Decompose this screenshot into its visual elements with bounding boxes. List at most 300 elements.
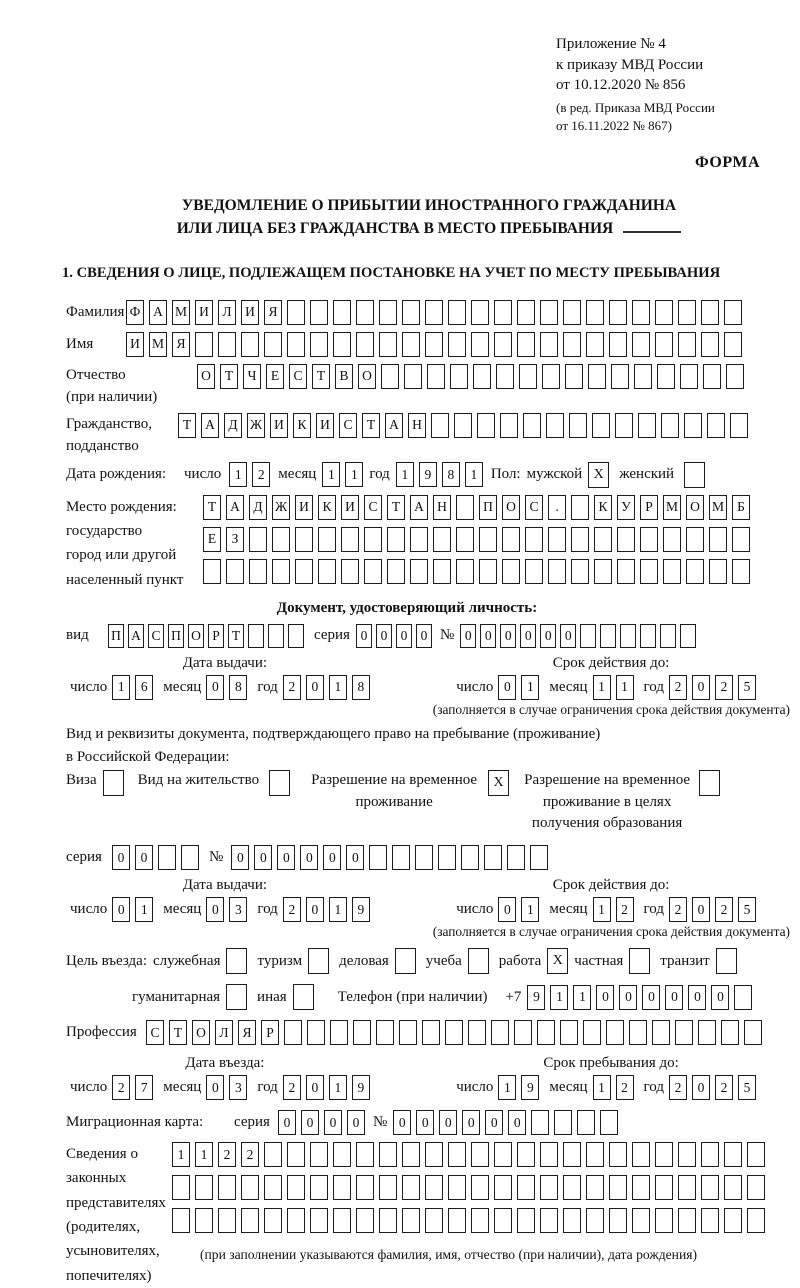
- form-cell[interactable]: О: [502, 495, 520, 520]
- form-cell[interactable]: [548, 527, 566, 552]
- form-cell[interactable]: [663, 527, 681, 552]
- form-cell[interactable]: Д: [224, 413, 242, 438]
- form-cell[interactable]: 0: [206, 1075, 224, 1100]
- form-cell[interactable]: [310, 300, 328, 325]
- form-cell[interactable]: 0: [135, 845, 153, 870]
- form-cell[interactable]: 1: [521, 897, 539, 922]
- form-cell[interactable]: [546, 413, 564, 438]
- form-cell[interactable]: О: [686, 495, 704, 520]
- form-cell[interactable]: Н: [408, 413, 426, 438]
- form-cell[interactable]: [655, 1142, 673, 1167]
- form-cell[interactable]: [195, 1208, 213, 1233]
- form-cell[interactable]: Т: [312, 364, 330, 389]
- form-cell[interactable]: А: [410, 495, 428, 520]
- form-cell[interactable]: [431, 413, 449, 438]
- form-cell[interactable]: [678, 1175, 696, 1200]
- form-cell[interactable]: [701, 300, 719, 325]
- form-cell[interactable]: 9: [352, 897, 370, 922]
- form-cell[interactable]: 0: [642, 985, 660, 1010]
- form-cell[interactable]: 1: [329, 675, 347, 700]
- form-cell[interactable]: [726, 364, 744, 389]
- form-cell[interactable]: Л: [215, 1020, 233, 1045]
- form-cell[interactable]: 1: [329, 897, 347, 922]
- form-cell[interactable]: У: [617, 495, 635, 520]
- form-cell[interactable]: [307, 1020, 325, 1045]
- form-cell[interactable]: [525, 527, 543, 552]
- form-cell[interactable]: [494, 1142, 512, 1167]
- form-cell[interactable]: 0: [231, 845, 249, 870]
- form-cell[interactable]: [678, 300, 696, 325]
- form-cell[interactable]: З: [226, 527, 244, 552]
- form-cell[interactable]: 5: [738, 675, 756, 700]
- sex-male-checkbox[interactable]: X: [588, 462, 609, 488]
- form-cell[interactable]: [594, 527, 612, 552]
- form-cell[interactable]: 0: [301, 1110, 319, 1135]
- form-cell[interactable]: [379, 300, 397, 325]
- form-cell[interactable]: Я: [172, 332, 190, 357]
- form-cell[interactable]: [594, 559, 612, 584]
- form-cell[interactable]: И: [295, 495, 313, 520]
- form-cell[interactable]: [333, 332, 351, 357]
- form-cell[interactable]: [565, 364, 583, 389]
- form-cell[interactable]: [632, 1142, 650, 1167]
- purpose-transit-checkbox[interactable]: [716, 948, 737, 974]
- form-cell[interactable]: [241, 332, 259, 357]
- form-cell[interactable]: [468, 1020, 486, 1045]
- form-cell[interactable]: [686, 527, 704, 552]
- form-cell[interactable]: [387, 559, 405, 584]
- form-cell[interactable]: 0: [692, 1075, 710, 1100]
- form-cell[interactable]: [701, 332, 719, 357]
- form-cell[interactable]: [663, 559, 681, 584]
- form-cell[interactable]: 0: [306, 1075, 324, 1100]
- form-cell[interactable]: [617, 527, 635, 552]
- form-cell[interactable]: 2: [715, 675, 733, 700]
- form-cell[interactable]: [724, 1208, 742, 1233]
- form-cell[interactable]: [310, 1175, 328, 1200]
- form-cell[interactable]: Т: [228, 624, 244, 648]
- form-cell[interactable]: [632, 1208, 650, 1233]
- purpose-work-checkbox[interactable]: X: [547, 948, 568, 974]
- form-cell[interactable]: 2: [218, 1142, 236, 1167]
- form-cell[interactable]: 2: [252, 462, 270, 487]
- form-cell[interactable]: [295, 559, 313, 584]
- form-cell[interactable]: [586, 1208, 604, 1233]
- form-cell[interactable]: [675, 1020, 693, 1045]
- form-cell[interactable]: А: [149, 300, 167, 325]
- form-cell[interactable]: [563, 300, 581, 325]
- form-cell[interactable]: 0: [300, 845, 318, 870]
- form-cell[interactable]: 0: [692, 675, 710, 700]
- form-cell[interactable]: [341, 527, 359, 552]
- purpose-private-checkbox[interactable]: [629, 948, 650, 974]
- form-cell[interactable]: [606, 1020, 624, 1045]
- form-cell[interactable]: [638, 413, 656, 438]
- form-cell[interactable]: 9: [352, 1075, 370, 1100]
- form-cell[interactable]: П: [168, 624, 184, 648]
- form-cell[interactable]: [433, 527, 451, 552]
- form-cell[interactable]: [686, 559, 704, 584]
- form-cell[interactable]: 0: [278, 1110, 296, 1135]
- form-cell[interactable]: [456, 527, 474, 552]
- form-cell[interactable]: [517, 1175, 535, 1200]
- form-cell[interactable]: [203, 559, 221, 584]
- form-cell[interactable]: 2: [283, 675, 301, 700]
- form-cell[interactable]: 0: [596, 985, 614, 1010]
- form-cell[interactable]: [724, 1175, 742, 1200]
- form-cell[interactable]: [517, 1142, 535, 1167]
- form-cell[interactable]: 1: [195, 1142, 213, 1167]
- form-cell[interactable]: 2: [669, 897, 687, 922]
- form-cell[interactable]: [709, 527, 727, 552]
- temp-residence-checkbox[interactable]: X: [488, 770, 509, 796]
- form-cell[interactable]: [456, 559, 474, 584]
- form-cell[interactable]: Б: [732, 495, 750, 520]
- form-cell[interactable]: С: [364, 495, 382, 520]
- form-cell[interactable]: 0: [396, 624, 412, 648]
- form-cell[interactable]: [364, 559, 382, 584]
- form-cell[interactable]: [241, 1208, 259, 1233]
- form-cell[interactable]: [592, 413, 610, 438]
- form-cell[interactable]: М: [149, 332, 167, 357]
- form-cell[interactable]: Ф: [126, 300, 144, 325]
- form-cell[interactable]: [617, 559, 635, 584]
- form-cell[interactable]: [747, 1208, 765, 1233]
- form-cell[interactable]: [353, 1020, 371, 1045]
- form-cell[interactable]: [732, 559, 750, 584]
- purpose-humanitarian-checkbox[interactable]: [226, 984, 247, 1010]
- form-cell[interactable]: [284, 1020, 302, 1045]
- form-cell[interactable]: [425, 1175, 443, 1200]
- form-cell[interactable]: [484, 845, 502, 870]
- form-cell[interactable]: [609, 1208, 627, 1233]
- form-cell[interactable]: [554, 1110, 572, 1135]
- form-cell[interactable]: [287, 1208, 305, 1233]
- form-cell[interactable]: [461, 845, 479, 870]
- form-cell[interactable]: О: [358, 364, 376, 389]
- form-cell[interactable]: [379, 1208, 397, 1233]
- form-cell[interactable]: 8: [442, 462, 460, 487]
- form-cell[interactable]: [540, 1175, 558, 1200]
- form-cell[interactable]: С: [525, 495, 543, 520]
- form-cell[interactable]: [471, 300, 489, 325]
- form-cell[interactable]: 0: [306, 897, 324, 922]
- form-cell[interactable]: 3: [229, 1075, 247, 1100]
- form-cell[interactable]: [500, 413, 518, 438]
- form-cell[interactable]: [402, 1208, 420, 1233]
- form-cell[interactable]: [471, 1175, 489, 1200]
- form-cell[interactable]: 0: [560, 624, 576, 648]
- form-cell[interactable]: [563, 1208, 581, 1233]
- form-cell[interactable]: И: [341, 495, 359, 520]
- form-cell[interactable]: [333, 1208, 351, 1233]
- form-cell[interactable]: [588, 364, 606, 389]
- form-cell[interactable]: [392, 845, 410, 870]
- form-cell[interactable]: [519, 364, 537, 389]
- form-cell[interactable]: [477, 413, 495, 438]
- form-cell[interactable]: [288, 624, 304, 648]
- form-cell[interactable]: [563, 1175, 581, 1200]
- form-cell[interactable]: О: [197, 364, 215, 389]
- form-cell[interactable]: 1: [229, 462, 247, 487]
- form-cell[interactable]: [615, 413, 633, 438]
- form-cell[interactable]: [709, 559, 727, 584]
- form-cell[interactable]: [356, 332, 374, 357]
- form-cell[interactable]: О: [192, 1020, 210, 1045]
- form-cell[interactable]: П: [108, 624, 124, 648]
- form-cell[interactable]: [586, 300, 604, 325]
- form-cell[interactable]: [379, 1175, 397, 1200]
- form-cell[interactable]: [195, 1175, 213, 1200]
- form-cell[interactable]: 0: [393, 1110, 411, 1135]
- form-cell[interactable]: [701, 1175, 719, 1200]
- form-cell[interactable]: 2: [669, 1075, 687, 1100]
- form-cell[interactable]: [657, 364, 675, 389]
- form-cell[interactable]: [379, 1142, 397, 1167]
- form-cell[interactable]: 0: [112, 845, 130, 870]
- form-cell[interactable]: [333, 1142, 351, 1167]
- form-cell[interactable]: 2: [616, 897, 634, 922]
- form-cell[interactable]: [241, 1175, 259, 1200]
- form-cell[interactable]: 1: [172, 1142, 190, 1167]
- form-cell[interactable]: [540, 1208, 558, 1233]
- form-cell[interactable]: [530, 845, 548, 870]
- form-cell[interactable]: [310, 1208, 328, 1233]
- form-cell[interactable]: [264, 332, 282, 357]
- form-cell[interactable]: 1: [135, 897, 153, 922]
- form-cell[interactable]: [680, 364, 698, 389]
- form-cell[interactable]: И: [241, 300, 259, 325]
- form-cell[interactable]: [540, 332, 558, 357]
- form-cell[interactable]: К: [318, 495, 336, 520]
- form-cell[interactable]: [479, 527, 497, 552]
- form-cell[interactable]: [502, 527, 520, 552]
- form-cell[interactable]: [425, 332, 443, 357]
- form-cell[interactable]: [698, 1020, 716, 1045]
- visa-checkbox[interactable]: [103, 770, 124, 796]
- form-cell[interactable]: 9: [521, 1075, 539, 1100]
- form-cell[interactable]: [376, 1020, 394, 1045]
- form-cell[interactable]: [620, 624, 636, 648]
- form-cell[interactable]: 0: [508, 1110, 526, 1135]
- form-cell[interactable]: [563, 332, 581, 357]
- form-cell[interactable]: 1: [550, 985, 568, 1010]
- purpose-tourism-checkbox[interactable]: [308, 948, 329, 974]
- form-cell[interactable]: 0: [347, 1110, 365, 1135]
- form-cell[interactable]: [517, 332, 535, 357]
- form-cell[interactable]: [531, 1110, 549, 1135]
- form-cell[interactable]: 2: [616, 1075, 634, 1100]
- form-cell[interactable]: [730, 413, 748, 438]
- form-cell[interactable]: [611, 364, 629, 389]
- form-cell[interactable]: [181, 845, 199, 870]
- form-cell[interactable]: [410, 527, 428, 552]
- form-cell[interactable]: [560, 1020, 578, 1045]
- form-cell[interactable]: 0: [498, 897, 516, 922]
- form-cell[interactable]: Ж: [247, 413, 265, 438]
- form-cell[interactable]: 9: [527, 985, 545, 1010]
- form-cell[interactable]: [494, 1175, 512, 1200]
- form-cell[interactable]: А: [128, 624, 144, 648]
- form-cell[interactable]: [356, 1175, 374, 1200]
- form-cell[interactable]: 0: [416, 624, 432, 648]
- form-cell[interactable]: [318, 559, 336, 584]
- form-cell[interactable]: [471, 332, 489, 357]
- form-cell[interactable]: [540, 1142, 558, 1167]
- form-cell[interactable]: 0: [460, 624, 476, 648]
- form-cell[interactable]: [569, 413, 587, 438]
- form-cell[interactable]: [655, 1175, 673, 1200]
- form-cell[interactable]: 0: [439, 1110, 457, 1135]
- form-cell[interactable]: 1: [521, 675, 539, 700]
- form-cell[interactable]: [287, 1142, 305, 1167]
- form-cell[interactable]: 1: [593, 897, 611, 922]
- form-cell[interactable]: [548, 559, 566, 584]
- form-cell[interactable]: 9: [419, 462, 437, 487]
- form-cell[interactable]: [491, 1020, 509, 1045]
- form-cell[interactable]: [707, 413, 725, 438]
- form-cell[interactable]: Р: [640, 495, 658, 520]
- form-cell[interactable]: [425, 300, 443, 325]
- form-cell[interactable]: [369, 845, 387, 870]
- form-cell[interactable]: [586, 1142, 604, 1167]
- form-cell[interactable]: [494, 300, 512, 325]
- form-cell[interactable]: К: [594, 495, 612, 520]
- form-cell[interactable]: [571, 495, 589, 520]
- form-cell[interactable]: 0: [462, 1110, 480, 1135]
- form-cell[interactable]: [583, 1020, 601, 1045]
- form-cell[interactable]: [379, 332, 397, 357]
- form-cell[interactable]: [415, 845, 433, 870]
- form-cell[interactable]: [195, 332, 213, 357]
- form-cell[interactable]: Д: [249, 495, 267, 520]
- form-cell[interactable]: 1: [593, 1075, 611, 1100]
- form-cell[interactable]: [226, 559, 244, 584]
- form-cell[interactable]: [577, 1110, 595, 1135]
- form-cell[interactable]: [448, 1175, 466, 1200]
- form-cell[interactable]: [356, 300, 374, 325]
- form-cell[interactable]: [634, 364, 652, 389]
- form-cell[interactable]: [310, 332, 328, 357]
- title-blank-line[interactable]: [623, 231, 681, 233]
- form-cell[interactable]: [724, 300, 742, 325]
- purpose-study-checkbox[interactable]: [468, 948, 489, 974]
- form-cell[interactable]: [356, 1142, 374, 1167]
- form-cell[interactable]: 7: [135, 1075, 153, 1100]
- sex-female-checkbox[interactable]: [684, 462, 705, 488]
- form-cell[interactable]: 0: [277, 845, 295, 870]
- form-cell[interactable]: [333, 300, 351, 325]
- form-cell[interactable]: [473, 364, 491, 389]
- form-cell[interactable]: [454, 413, 472, 438]
- form-cell[interactable]: [494, 332, 512, 357]
- form-cell[interactable]: [540, 300, 558, 325]
- form-cell[interactable]: 0: [416, 1110, 434, 1135]
- form-cell[interactable]: [678, 1208, 696, 1233]
- form-cell[interactable]: Т: [362, 413, 380, 438]
- form-cell[interactable]: С: [339, 413, 357, 438]
- form-cell[interactable]: [744, 1020, 762, 1045]
- form-cell[interactable]: [652, 1020, 670, 1045]
- form-cell[interactable]: [158, 845, 176, 870]
- form-cell[interactable]: [724, 332, 742, 357]
- form-cell[interactable]: [494, 1208, 512, 1233]
- form-cell[interactable]: Е: [203, 527, 221, 552]
- form-cell[interactable]: 2: [112, 1075, 130, 1100]
- form-cell[interactable]: [514, 1020, 532, 1045]
- form-cell[interactable]: [433, 559, 451, 584]
- form-cell[interactable]: [586, 1175, 604, 1200]
- form-cell[interactable]: 0: [206, 675, 224, 700]
- form-cell[interactable]: [264, 1208, 282, 1233]
- form-cell[interactable]: [563, 1142, 581, 1167]
- form-cell[interactable]: В: [335, 364, 353, 389]
- form-cell[interactable]: [734, 985, 752, 1010]
- form-cell[interactable]: [272, 527, 290, 552]
- form-cell[interactable]: 0: [376, 624, 392, 648]
- form-cell[interactable]: [640, 527, 658, 552]
- form-cell[interactable]: [655, 332, 673, 357]
- form-cell[interactable]: Л: [218, 300, 236, 325]
- form-cell[interactable]: [218, 1175, 236, 1200]
- temp-residence-education-checkbox[interactable]: [699, 770, 720, 796]
- form-cell[interactable]: 5: [738, 897, 756, 922]
- form-cell[interactable]: А: [385, 413, 403, 438]
- form-cell[interactable]: 1: [322, 462, 340, 487]
- form-cell[interactable]: [310, 1142, 328, 1167]
- form-cell[interactable]: 0: [619, 985, 637, 1010]
- form-cell[interactable]: [287, 1175, 305, 1200]
- form-cell[interactable]: Р: [208, 624, 224, 648]
- form-cell[interactable]: [609, 1142, 627, 1167]
- form-cell[interactable]: [404, 364, 422, 389]
- form-cell[interactable]: [479, 559, 497, 584]
- form-cell[interactable]: 8: [229, 675, 247, 700]
- form-cell[interactable]: Я: [264, 300, 282, 325]
- purpose-other-checkbox[interactable]: [293, 984, 314, 1010]
- form-cell[interactable]: [732, 527, 750, 552]
- form-cell[interactable]: Т: [203, 495, 221, 520]
- form-cell[interactable]: 0: [665, 985, 683, 1010]
- form-cell[interactable]: Т: [387, 495, 405, 520]
- form-cell[interactable]: [655, 1208, 673, 1233]
- form-cell[interactable]: О: [188, 624, 204, 648]
- form-cell[interactable]: [218, 1208, 236, 1233]
- form-cell[interactable]: [272, 559, 290, 584]
- form-cell[interactable]: [264, 1175, 282, 1200]
- form-cell[interactable]: 0: [254, 845, 272, 870]
- form-cell[interactable]: [341, 559, 359, 584]
- form-cell[interactable]: 2: [715, 897, 733, 922]
- form-cell[interactable]: [356, 1208, 374, 1233]
- form-cell[interactable]: [399, 1020, 417, 1045]
- form-cell[interactable]: [471, 1142, 489, 1167]
- form-cell[interactable]: 5: [738, 1075, 756, 1100]
- form-cell[interactable]: [364, 527, 382, 552]
- form-cell[interactable]: [402, 300, 420, 325]
- form-cell[interactable]: 0: [711, 985, 729, 1010]
- form-cell[interactable]: 1: [498, 1075, 516, 1100]
- form-cell[interactable]: [571, 559, 589, 584]
- form-cell[interactable]: Т: [220, 364, 238, 389]
- form-cell[interactable]: 2: [283, 1075, 301, 1100]
- form-cell[interactable]: [448, 300, 466, 325]
- form-cell[interactable]: [410, 559, 428, 584]
- form-cell[interactable]: С: [146, 1020, 164, 1045]
- form-cell[interactable]: [422, 1020, 440, 1045]
- form-cell[interactable]: [701, 1142, 719, 1167]
- form-cell[interactable]: [249, 527, 267, 552]
